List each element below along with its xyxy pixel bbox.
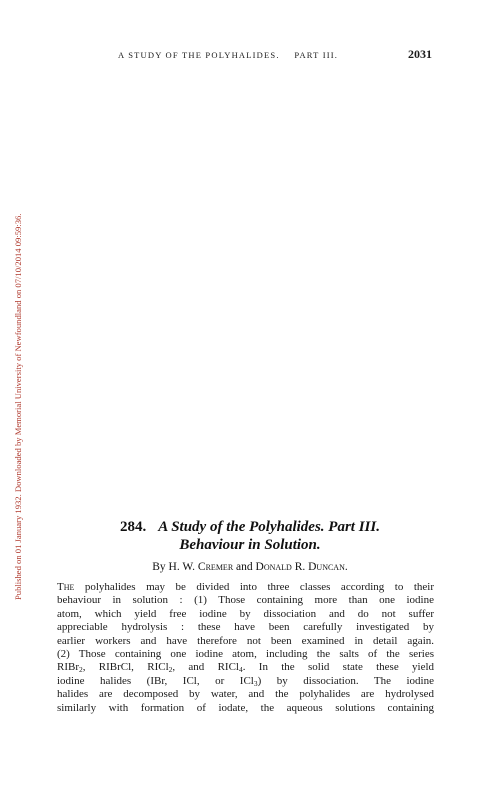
article-title-line1 xyxy=(40,519,460,536)
subscript: 3 xyxy=(253,678,258,688)
running-head xyxy=(118,50,338,60)
body-line-text: polyhalides may be divided into three classes according to their xyxy=(74,581,434,593)
body-paragraph xyxy=(57,581,434,715)
running-head-part: PART III. xyxy=(294,50,339,60)
body-line: similarly with formation of iodate, the aqueous solutions containing xyxy=(57,701,434,714)
article-title-main: A Study of the Polyhalides. Part III. xyxy=(158,519,380,535)
author-name: H. W. Cremer xyxy=(168,561,234,573)
formula: iodine halides (IBr, ICl, or ICl xyxy=(57,674,254,687)
body-line: atom, which yield free iodine by dissociation and do not suffer xyxy=(57,607,434,620)
page-number: 2031 xyxy=(408,47,432,61)
formula: , and RICl xyxy=(172,661,239,674)
body-line: behaviour in solution : (1) Those containing more than one iodine xyxy=(57,594,434,607)
subscript: 2 xyxy=(79,665,83,675)
article-number: 284. xyxy=(120,519,147,535)
author-name: Donald R. Duncan. xyxy=(255,561,348,573)
byline-and: and xyxy=(236,561,253,573)
subscript: 2 xyxy=(168,665,173,675)
subscript: 4 xyxy=(239,665,243,675)
body-line-text: . In the solid state these yield xyxy=(242,661,435,674)
download-watermark-text: Published on 01 January 1932. Downloaded by Memorial University of Newfoundland on 07/10/2014 09:59:36. xyxy=(13,213,23,600)
download-watermark xyxy=(4,40,23,600)
body-line-text: ) by dissociation. The iodine xyxy=(257,674,434,687)
body-line xyxy=(57,661,434,674)
body-line: appreciable hydrolysis : these have been carefully investigated by xyxy=(57,621,434,634)
article-title-line2: Behaviour in Solution. xyxy=(179,537,321,553)
body-line xyxy=(57,675,434,688)
running-head-title: A STUDY OF THE POLYHALIDES. xyxy=(118,50,280,60)
body-line xyxy=(57,581,434,594)
body-line: earlier workers and have therefore not been examined in detail again. xyxy=(57,634,434,647)
byline-by: By xyxy=(152,561,166,573)
formula: RIBr xyxy=(57,661,79,674)
formula: , RIBrCl, RICl xyxy=(82,661,169,674)
opening-word: The xyxy=(57,581,75,593)
body-line: halides are decomposed by water, and the polyhalides are hydrolysed xyxy=(57,688,434,701)
byline xyxy=(40,561,460,573)
body-line: (2) Those containing one iodine atom, including the salts of the series xyxy=(57,648,434,661)
